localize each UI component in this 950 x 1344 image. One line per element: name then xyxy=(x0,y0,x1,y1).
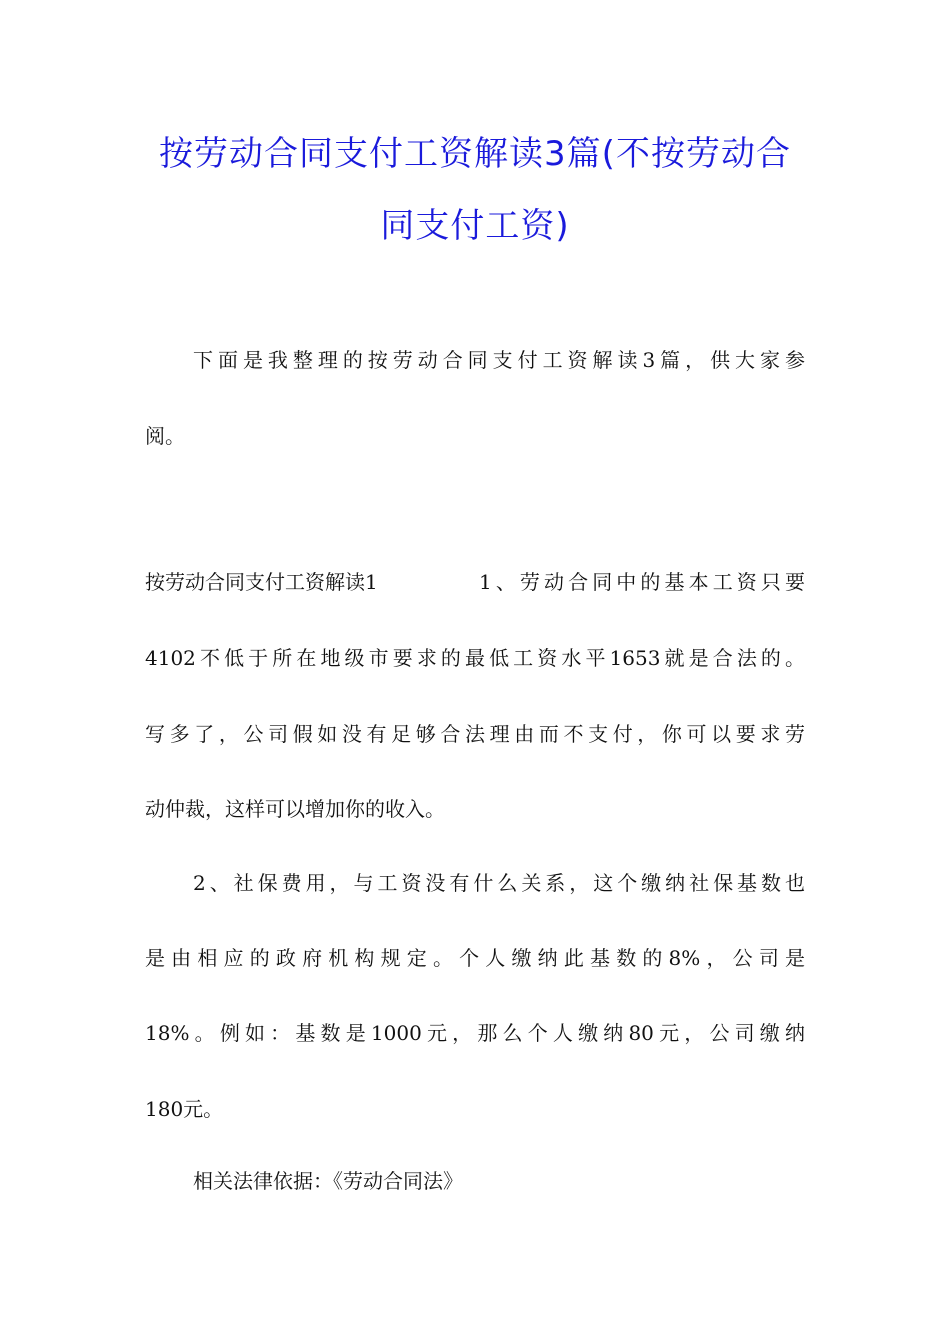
section-1-line-3: 写多了，公司假如没有足够合法理由而不支付，你可以要求劳 xyxy=(145,722,805,746)
paragraph-2-line-3: 18%。例如：基数是1000元，那么个人缴纳80元，公司缴纳 xyxy=(145,1021,805,1045)
section-1-heading: 按劳动合同支付工资解读1 xyxy=(145,570,378,594)
document-title-line-1: 按劳动合同支付工资解读3篇(不按劳动合 xyxy=(159,134,791,174)
paragraph-2-line-4: 180元。 xyxy=(145,1097,224,1121)
section-1-heading-row xyxy=(145,568,805,596)
section-1-line-4: 动仲裁，这样可以增加你的收入。 xyxy=(145,797,445,821)
section-1-line-1: 1、劳动合同中的基本工资只要 xyxy=(479,570,805,594)
paragraph-2-line-1: 2、社保费用，与工资没有什么关系，这个缴纳社保基数也 xyxy=(193,871,805,895)
paragraph-2-line-2: 是由相应的政府机构规定。个人缴纳此基数的8%，公司是 xyxy=(145,946,805,970)
legal-basis: 相关法律依据：《劳动合同法》 xyxy=(193,1169,463,1193)
section-1-line-2: 4102不低于所在地级市要求的最低工资水平1653就是合法的。 xyxy=(145,646,805,670)
document-title-line-2: 同支付工资) xyxy=(380,206,570,246)
intro-line-2: 阅。 xyxy=(145,424,185,448)
intro-line-1: 下面是我整理的按劳动合同支付工资解读3篇，供大家参 xyxy=(193,348,805,372)
